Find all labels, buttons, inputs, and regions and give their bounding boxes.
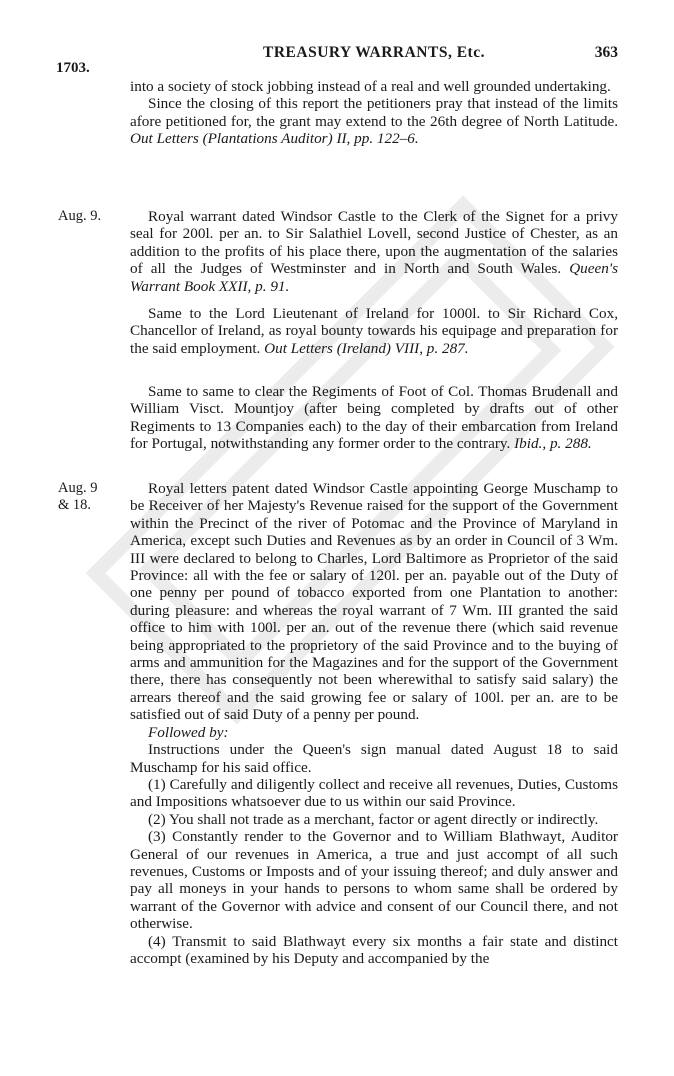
paragraph: Same to same to clear the Regiments of Foot of Col. Thomas Brudenall and William Visct. Mountjoy (after being completed by drafts out of other Regiments to 13 Companies each) to the day of their embarcation from Ireland for Portugal, notwithstanding any former order to the contrary. Ibid., p. 288. (130, 383, 618, 453)
page-number: 363 (594, 44, 618, 61)
margin-date (58, 480, 118, 514)
running-head: TREASURY WARRANTS, Etc. (263, 44, 485, 61)
paragraph: Royal warrant dated Windsor Castle to the Clerk of the Signet for a privy seal for 200l. per an. to Sir Salathiel Lovell, second Justice of Chester, as an addition to the profits of his place there, upon the augmentation of the salaries of all the Judges of Westminster and in North and South Wales. Queen's Warrant Book XXII, p. 91. (130, 208, 618, 295)
citation: Ibid., p. 288. (514, 435, 592, 453)
paragraph: into a society of stock jobbing instead of a real and well grounded undertaking. (130, 78, 611, 95)
paragraph: Followed by: (148, 723, 229, 741)
page-header (130, 44, 618, 66)
margin-date: Aug. 9. (58, 208, 102, 224)
text-block-lord-lieutenant (130, 305, 618, 357)
citation: Out Letters (Ireland) VIII, p. 287. (264, 339, 469, 357)
text-block-regiments (130, 383, 618, 453)
paragraph: (1) Carefully and diligently collect and receive all revenues, Duties, Customs and Impositions whatsoever due to us within our said Province. (130, 775, 618, 811)
margin-year: 1703. (56, 60, 90, 76)
paragraph: Royal letters patent dated Windsor Castle appointing George Muschamp to be Receiver of her Majesty's Revenue raised for the support of the Government within the Precinct of the river of Potomac and the Province of Maryland in America, except such Duties and Revenues as by an order in Council of 3 Wm. III were declared to belong to Charles, Lord Baltimore as Proprietor of the said Province: all with the fee or salary of 120l. per an. payable out of the Duty of one penny per pound of tobacco exported from one Plantation to another: during pleasure: and whereas the royal warrant of 7 Wm. III granted the said office to him with 100l. per an. out of the revenue there (which said revenue being appropriated to the proprietory of the said Province and to the buying of arms and ammunition for the Magazines and for the support of the Government there, there has consequently not been wherewithal to satisfy said salary) the arrears thereof and the said growing fee or salary of 100l. per an. are to be satisfied out of said Duty of a penny per pound. (130, 480, 618, 724)
paragraph: Instructions under the Queen's sign manual dated August 18 to said Muschamp for his said office. (130, 741, 618, 776)
margin-date-line: Aug. 9 (58, 480, 98, 496)
text-block-muschamp (130, 480, 618, 967)
citation: Out Letters (Plantations Auditor) II, pp. 122–6. (130, 130, 419, 148)
paragraph: (2) You shall not trade as a merchant, factor or agent directly or indirectly. (148, 810, 599, 828)
paragraph: Since the closing of this report the petitioners pray that instead of the limits afore petitioned for, the grant may extend to the 26th degree of North Latitude. Out Letters (Plantations Auditor) II, pp. 122–6. (130, 95, 618, 148)
text-block-aug-9 (130, 208, 618, 295)
paragraph: (4) Transmit to said Blathwayt every six months a fair state and distinct accompt (examined by his Deputy and accompanied by the (130, 932, 618, 967)
margin-date-line: & 18. (58, 497, 92, 513)
text-block-continuation (130, 78, 618, 148)
citation: Queen's Warrant Book XXII, p. 91. (130, 260, 618, 295)
paragraph: Same to the Lord Lieutenant of Ireland for 1000l. to Sir Richard Cox, Chancellor of Ireland, as royal bounty towards his equipage and preparation for the said employment. Out Letters (Ireland) VIII, p. 287. (130, 305, 618, 357)
paragraph: (3) Constantly render to the Governor and to William Blathwayt, Auditor General of our revenues in America, a true and just accompt of all such revenues, Customs or Imposts and of your issuing thereof; and duly answer and pay all moneys in your hands to persons to whom same shall be ordered by warrant of the Governor with advice and consent of our Council there, and not otherwise. (130, 828, 618, 933)
